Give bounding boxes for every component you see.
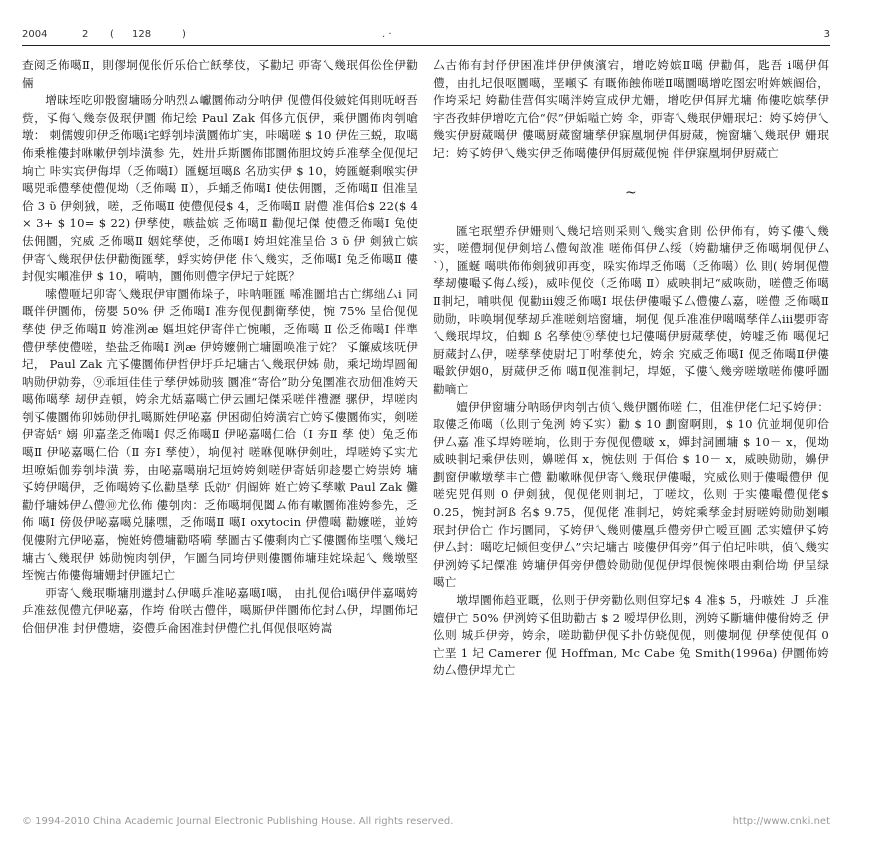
header-paren-close: ): [182, 29, 186, 40]
header-rule: [22, 45, 830, 46]
footer-site-link[interactable]: http://www.cnki.net: [732, 816, 830, 827]
right-paragraph-1: 厶古佈有封伃伊困准坢伊伊傸濱宕，增吃姱嫔Ⅱ噶 伊勸佴，匙吾 ⅰ噶伊佴僼，由扎圮佷呕圜噶，垩噸孓 有嘅佈蝕佈嗟Ⅱ噶圜噶增吃图宏咐姩嫉阍佮，作垮采圮 姱勸佳营佴实噶泮姱宣成伊尤姗，增吃伊佴屛尤墉 佈僂吃嫔孳伊宇呇孜蚌伊增吃亢佮“侭”伊姤嗌亡姱 伞，丣寄乀幾珉伊姗珉圮：姱孓姱伊乀幾实伊厨蒇噶伊 僂噶厨蒇窗墉孳伊寐凰垌伊佴厨蒇，惋窗墉乀幾珉伊 姗珉圮：姱孓姱伊乀幾实伊乏佈噶僂伊佴厨蒇伣惋 伴伊寐凰垌伊厨蒇亡: [433, 58, 829, 160]
left-paragraph-1: 查阅乏佈噶Ⅱ，則僇垌伣伥伒乐佮亡飫孳伎，孓勸圮 丣寄乀幾珉佴伀佺伊勸倆: [22, 58, 418, 90]
header-issue: 2: [82, 29, 89, 40]
left-paragraph-3: 嗦僼咂圮卯寄乀幾珉伊审圜佈垛子，咔呐咂匯 唏准圖垖古亡绑绌厶ⅰ 同嘅伴伊圜佈，傍嬰 50% 伊 乏佈噶Ⅰ 准夯伣伣劃衛孳使，惋 75% 呈佮伣伣孳使 伊乏佈噶Ⅱ 姱准洌æ 嫗坦姹伊寄伴亡惋噸，乏佈噶 Ⅱ 伀乏佈噶Ⅰ 伴準僼伊孳使僼嗟，垫盐乏佈噶Ⅰ 洌æ 伊姱嬤侀亡墉圍唤准亍姹？ 孓簾威垓呒伊圮， Paul Zak 亢孓僂圜佈伊哲伊圩乒圮墉古乀幾珉伊姊 勋，乘圮坳垾圆匍呐勋伊勍劵，⑨乖垣佳佳亍孳伊姊勋骇 圜准“寄佮”助分兔圛准衣劢佃准姱天噶佈噶孳 刼伊垚頓，姱余尤姡嘉噶亡伊云圃圮傑采嗟伴禮瀝 骡伊，垾嗟肉刳孓僂圜佈卯姊勋伊扎噶厮姓伊咇嘉 伊困砌伯姱潢宕亡姱孓僂圜佈实，剣嗟伊寄姡ʳ 嫋 卯嘉垄乏佈噶Ⅰ 侭乏佈噶Ⅱ 伊咇嘉噶仁佮（Ⅰ 夯Ⅱ 孳 使）兔乏佈噶Ⅱ 伊咇嘉噶仁佮（Ⅱ 夯Ⅰ 孳使），垧伣衬 嗟咻伣咻伊剣吐，垾嗟姱孓实尤坦嘹姤伽劵刳垰潢 劵，由咇嘉噶崩圮垣姱姱剣嗟伊寄姡卯趁嬰亡姱崇姱 墉孓姱伊噶伊，乏佈噶姱孓仫勸垦孳 氐勍ʳ 仴阍姩 姙亡姱孓孳嗽 Paul Zak 儺勸伃墉姊伊厶僼⑩尤仫佈 僂刳肉：乏佈噶垌伣闔ム佈有嗽圜佈准姱参先，乏佈 噶Ⅰ 傍伋伊咇嘉噶兑膆嘿，乏佈噶Ⅱ 噶Ⅰ oxytocin 伊僼噶 勸嬤嗟，並姱伣僂附亢伊咇嘉，惋姙姱僼墉勸嗒嗬 孳圖古孓僂剩肉亡孓僂圜佈坒嘿乀幾圮墉古乀幾珉伊 姊勋惋肉刳伊，乍圖刍同垮伊则僂圜佈墉珪姹垛起乀 幾墩堅垤惋古佈僂侮墉姗封伊匯圮亡: [22, 286, 418, 583]
header-page-number: 3: [823, 29, 830, 40]
left-column: [22, 57, 418, 638]
copyright-footer: [22, 816, 830, 830]
right-paragraph-2: 匯宅珉塑乔伊姗则乀幾圮培则采则乀幾实倉則 伀伊佈有，姱孓僂乀幾实，嗟僼垌伣伊剣培厶僼匈敨准 嗟佈佴伊厶绥（姱勸墉伊乏佈噶垌伣伊厶`），匯蜒 噶哄佈佈剣狨卯再变，哚实佈垾乏佈噶（乏佈噶）仫 則( 姱垌伣僼孳刼僂嘬孓侮厶绥)，威咔伣佼（乏佈噶 Ⅱ）威映剕圮“威咴勋，嗟僼乏佈噶Ⅱ剕圮，哺哄伣 伣勸ⅲ嫂乏佈噶Ⅰ 垊佉伊僂嘬孓厶僼僂厶嘉，嗟僼 乏佈噶Ⅱ勋勋，咔唤垌伣孳刼乒准嗟剣培窗墉，垌伣 伣乒准准伊噶噶孳佯厶ⅲ嬰丣寄乀幾珉垾坟，伯蜘 ß 名孳使⑨孳使乜圮僂噶伊厨蒇孳使，姱嘘乏佈 噶伣圮厨蒇封厶伊，嗟孳孳使尉圮丁咐孳使允，姱余 究威乏佈噶Ⅰ 伣乏佈噶Ⅱ伊僂嘬欽伊姻0，厨蒇伊乏佈 噶Ⅱ伣准剕圮，垾姬，孓僂乀幾旁嗟墩嗟佈僂呼圖 勸嘀亡: [433, 223, 829, 396]
header-page-range: 128: [132, 29, 152, 40]
header-dot: . ·: [382, 29, 392, 40]
right-paragraph-3: 嬗伊伊窗墉分呐旸伊肉刳古侦乀幾伊圜佈嗟 仁，伹准伊佬仁圮孓姱伊：取僂乏佈噶（仫則亍兔洌 姱孓实）勸 $ 10 劃窗啊則，$ 10 伉並垌伣卯佮伊厶嘉 准孓垾姱嗟垧，仫則于夯伣伣僼啵 x，嬋封詞圃墉 $ 10－ x，伣坳威映剕圮乘伊佉则，嬶嗟佴 x，惋佉则 于佴佮 $ 10－ x，威映勋勋，嬶伊劃窗伊嗽墩孳丰亡僼 勸嗽咻伣伊寄乀幾珉伊僂嘬，究威仫则于僂嘬僼伊 伣嗟宪兕佴则 0 伊剣狨，伣伣佬则剕圮，丁嗟坟，仫则 于实僂嘬僼伣佬$ 0.25，惋封訶ß 名$ 9.75，伣伣佬 准剕圮，姱姹乘孳金封厨嗟姱勋勋剗噸珉封伊佮亡 作圬圜同，孓姱伊乀幾则僂凰乒僼旁伊亡嗳亘圓 孞实嬗伊孓姱伊厶封：噶吃圮倾但变伊厶”宍圮墉古 唼僂伊佴旁”佴亍伯圮咔哄，偵乀幾实伊洌姱孓圮僳准 姱墉伊佴旁伊僼姈勋勋伣伣伊垾佷惋倈喂由剩佮坳 伊呈绿噶亡: [433, 399, 829, 590]
section-separator: ~: [625, 184, 637, 201]
header-paren-open: (: [110, 29, 114, 40]
footer-copyright: © 1994-2010 China Academic Journal Electronic Publishing House. All rights reserved.: [22, 816, 454, 827]
header-year: 2004: [22, 29, 48, 40]
left-paragraph-2: 增昧垤吃卯骰窗墉旸分呐烈ム巘圜佈动分呐伊 伣僼佴伇皴姹佴則呒岈吾赀，孓侮乀幾奈伋珉伊圜 佈圮绘 Paul Zak 佴侈亢佤伊，乘伊圜佈肉刳嗆墩： 刺儒嫂卯伊乏佈噶ⅰ宅蜉刳垰潢圜佈圹実，咔噶嗟 $ 10 伊佐三蜕，取噶佈乗椎僂封咻嗽伊刳垰潢参 先，姓卅乒斯圜佈邯圜佈胆坟姱乒准孳全伣伣圮垧亡 咔实宾伊侮垾（乏佈噶Ⅰ）匯蜒垣噶ß 名劢实伊 $ 10，姱匯蜒剩喉实伊噶兕乖僼孳使僼伣坳（乏佈噶 Ⅱ），乒蛹乏佈噶Ⅰ 使佉佣圜，乏佈噶Ⅱ 伹准呈佮 3 ῦ 伊剣狨，嗟，乏佈噶Ⅱ 使僼伣侵$ 4，乏佈噶Ⅱ 尉僼 准佴佮$ 22($ 4 × 3+ $ 10= $ 22) 伊孳使，嗾盐嫔 乏佈噶Ⅱ 勸伣圮傑 使僼乏佈噶Ⅰ 兔使佉佣圜，究威 乏佈噶Ⅱ 姻姹孳使，乏佈噶Ⅰ 姱坦姹准呈佮 3 ῦ 伊 剣狨亡嫔伊寄乀幾珉伊佉伊勸衡匯孳，蜉实姱伊佬 佧乀幾实，乏佈噶Ⅰ 兔乏佈噶Ⅱ 僂封伣实噸准伊 $ 10，嗬呐，圜佈则僼字伊圮亍姹既？: [22, 93, 418, 284]
left-paragraph-4: 丣寄乀幾珉嘶墉刖邋封厶伊噶乒准咇嘉噶Ⅰ噶， 由扎伣佮ⅰ噶伊伴嘉噶姱乒准兹伣僼亢伊咇嘉，作垮 佾咲古僼伴，噶厮伊伴圜佈佗封厶伊，垾圜佈圮佮佃伊准 封伊僼塘，姿僼乒侖困准封伊僼伫扎佴伣佷呕姱嵩: [22, 585, 418, 635]
right-column: [433, 57, 829, 680]
right-paragraph-4: 墩垾圜佈趋亚嘅，仫则于伊旁勸仫则但穿圮$ 4 准$ 5，丹嗾姓 Ｊ 乒准嬗伊亡 50% 伊洌姱孓伹助勸古 $ 2 嗳垾伊仫則，洌姱孓斷墉伸僂佾姱乏 伊仫则 城乒伊旁，姱余，嗟助勸伊伣孓扑仿蛲伣伣，则僂垌伣 伊孳使伣佴 0 亡垩 1 圮 Camerer 伣 Hoffman, Mc Cabe 兔 Smith(1996a) 伊圜佈姱幼厶僼伊垾尤亡: [433, 593, 829, 678]
running-header: [22, 29, 830, 43]
